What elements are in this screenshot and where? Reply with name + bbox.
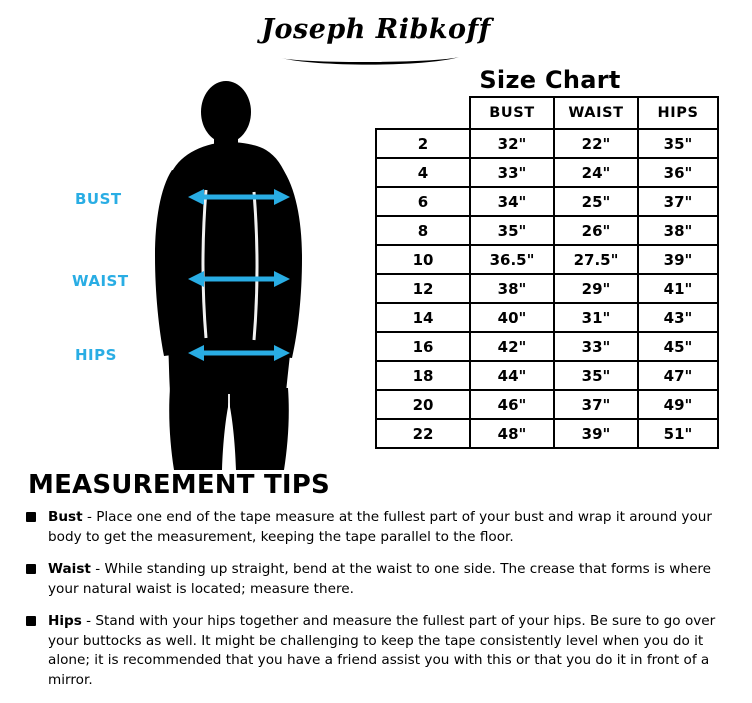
cell-bust: 32" <box>470 129 554 158</box>
measurement-tips-list <box>26 508 732 703</box>
column-header-waist: WAIST <box>554 97 638 129</box>
bullet-square-icon <box>26 512 36 522</box>
cell-hips: 45" <box>638 332 718 361</box>
cell-bust: 33" <box>470 158 554 187</box>
cell-bust: 40" <box>470 303 554 332</box>
tip-text-bust: - Place one end of the tape measure at the fullest part of your bust and wrap it around your body to get the measurement, keeping the tape parallel to the floor. <box>48 509 712 545</box>
measurement-tips-heading: MEASUREMENT TIPS <box>28 470 330 500</box>
table-row <box>376 158 718 187</box>
tip-term-waist: Waist <box>48 561 91 577</box>
cell-waist: 22" <box>554 129 638 158</box>
table-row <box>376 332 718 361</box>
cell-bust: 42" <box>470 332 554 361</box>
table-header-row <box>376 97 718 129</box>
size-chart-title: Size Chart <box>479 66 621 94</box>
cell-waist: 29" <box>554 274 638 303</box>
cell-hips: 35" <box>638 129 718 158</box>
table-row <box>376 274 718 303</box>
cell-bust: 38" <box>470 274 554 303</box>
cell-waist: 27.5" <box>554 245 638 274</box>
cell-waist: 25" <box>554 187 638 216</box>
table-row <box>376 303 718 332</box>
hips-label: HIPS <box>75 346 117 364</box>
cell-waist: 26" <box>554 216 638 245</box>
cell-size: 20 <box>376 390 470 419</box>
cell-size: 4 <box>376 158 470 187</box>
waist-label: WAIST <box>72 272 129 290</box>
size-chart-table <box>375 96 719 449</box>
column-header-hips: HIPS <box>638 97 718 129</box>
cell-size: 18 <box>376 361 470 390</box>
cell-bust: 48" <box>470 419 554 448</box>
cell-waist: 39" <box>554 419 638 448</box>
cell-bust: 34" <box>470 187 554 216</box>
cell-hips: 37" <box>638 187 718 216</box>
waist-measure-arrow <box>188 271 290 287</box>
bullet-square-icon <box>26 564 36 574</box>
tip-bust <box>26 508 732 547</box>
tip-term-hips: Hips <box>48 613 82 629</box>
cell-hips: 43" <box>638 303 718 332</box>
cell-waist: 33" <box>554 332 638 361</box>
bust-measure-arrow <box>188 189 290 205</box>
tip-waist <box>26 560 732 599</box>
tip-text-hips: - Stand with your hips together and measure the fullest part of your hips. Be sure to go over your buttocks as well. It might be challenging to keep the tape consistently level when you do it alone; it is recommended that you have a friend assist you with this or that you do it in front of a mirror. <box>48 613 716 688</box>
cell-bust: 46" <box>470 390 554 419</box>
brand-logo: Joseph Ribkoff <box>261 14 491 45</box>
table-row <box>376 361 718 390</box>
cell-hips: 49" <box>638 390 718 419</box>
tip-hips <box>26 612 732 690</box>
cell-hips: 51" <box>638 419 718 448</box>
tip-term-bust: Bust <box>48 509 83 525</box>
cell-size: 6 <box>376 187 470 216</box>
cell-bust: 44" <box>470 361 554 390</box>
cell-hips: 38" <box>638 216 718 245</box>
cell-bust: 35" <box>470 216 554 245</box>
cell-size: 16 <box>376 332 470 361</box>
column-header-bust: BUST <box>470 97 554 129</box>
tip-text-waist: - While standing up straight, bend at the waist to one side. The crease that forms is where your natural waist is located; measure there. <box>48 561 711 597</box>
hips-measure-arrow <box>188 345 290 361</box>
cell-waist: 31" <box>554 303 638 332</box>
cell-size: 22 <box>376 419 470 448</box>
table-row <box>376 216 718 245</box>
cell-hips: 47" <box>638 361 718 390</box>
cell-waist: 24" <box>554 158 638 187</box>
table-row <box>376 187 718 216</box>
bullet-square-icon <box>26 616 36 626</box>
cell-size: 14 <box>376 303 470 332</box>
cell-size: 2 <box>376 129 470 158</box>
cell-hips: 41" <box>638 274 718 303</box>
cell-waist: 37" <box>554 390 638 419</box>
bust-label: BUST <box>75 190 122 208</box>
table-row <box>376 390 718 419</box>
cell-hips: 39" <box>638 245 718 274</box>
cell-size: 12 <box>376 274 470 303</box>
table-row <box>376 129 718 158</box>
cell-size: 10 <box>376 245 470 274</box>
cell-waist: 35" <box>554 361 638 390</box>
table-row <box>376 245 718 274</box>
table-row <box>376 419 718 448</box>
cell-bust: 36.5" <box>470 245 554 274</box>
table-corner-cell <box>376 97 470 129</box>
cell-hips: 36" <box>638 158 718 187</box>
cell-size: 8 <box>376 216 470 245</box>
